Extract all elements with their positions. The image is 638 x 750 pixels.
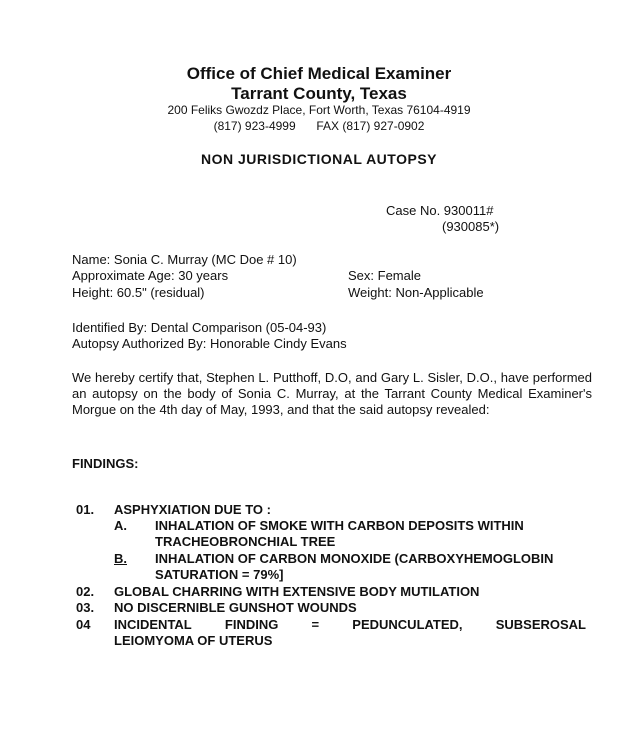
finding-text-cont: LEIOMYOMA OF UTERUS bbox=[114, 633, 273, 648]
sub-finding-text: INHALATION OF SMOKE WITH CARBON DEPOSITS WITHIN bbox=[155, 518, 524, 533]
finding-number: 01. bbox=[76, 502, 95, 517]
subject-name: Name: Sonia C. Murray (MC Doe # 10) bbox=[72, 252, 297, 267]
sub-finding-letter: B. bbox=[114, 551, 127, 566]
office-title: Office of Chief Medical Examiner bbox=[186, 64, 452, 83]
finding-text: ASPHYXIATION DUE TO : bbox=[114, 502, 271, 517]
certification-paragraph: We hereby certify that, Stephen L. Putthoff, D.O, and Gary L. Sisler, D.O., have performed an autopsy on the body of Sonia C. Murray, at the Tarrant County Medical Examiner's Morgue on the 4th day of May, 1993, and that the said autopsy revealed: bbox=[72, 370, 592, 417]
finding-word: = bbox=[311, 617, 320, 632]
county-title: Tarrant County, Texas bbox=[231, 84, 407, 103]
finding-word: INCIDENTAL bbox=[114, 617, 192, 632]
sub-finding-letter: A. bbox=[114, 518, 127, 533]
sub-finding-text-cont: TRACHEOBRONCHIAL TREE bbox=[155, 534, 336, 549]
fax-number: FAX (817) 927-0902 bbox=[316, 119, 425, 133]
findings-heading: FINDINGS: bbox=[72, 456, 139, 471]
finding-number: 02. bbox=[76, 584, 95, 599]
case-alt-number: (930085*) bbox=[442, 219, 500, 234]
finding-text: GLOBAL CHARRING WITH EXTENSIVE BODY MUTILATION bbox=[114, 584, 480, 599]
document-type: NON JURISDICTIONAL AUTOPSY bbox=[201, 151, 437, 167]
subject-age: Approximate Age: 30 years bbox=[72, 268, 229, 283]
finding-word: PEDUNCULATED, bbox=[352, 617, 463, 632]
finding-number: 03. bbox=[76, 600, 95, 615]
finding-word: SUBSEROSAL bbox=[495, 617, 586, 632]
case-number: Case No. 930011# bbox=[386, 203, 494, 218]
sub-finding-text: INHALATION OF CARBON MONOXIDE (CARBOXYHEMOGLOBIN bbox=[155, 551, 554, 566]
identified-by: Identified By: Dental Comparison (05-04-93) bbox=[72, 320, 327, 335]
office-address: 200 Feliks Gwozdz Place, Fort Worth, Texas 76104-4919 bbox=[167, 103, 471, 117]
finding-word: FINDING bbox=[224, 617, 279, 632]
phone-number: (817) 923-4999 bbox=[213, 119, 296, 133]
contact-line bbox=[0, 119, 638, 133]
finding-text: NO DISCERNIBLE GUNSHOT WOUNDS bbox=[114, 600, 357, 615]
finding-number: 04 bbox=[76, 617, 91, 632]
finding-text bbox=[114, 617, 586, 632]
sub-finding-text-cont: SATURATION = 79%] bbox=[155, 567, 284, 582]
subject-height: Height: 60.5" (residual) bbox=[72, 285, 205, 300]
subject-sex: Sex: Female bbox=[348, 268, 421, 283]
subject-weight: Weight: Non-Applicable bbox=[348, 285, 484, 300]
authorized-by: Autopsy Authorized By: Honorable Cindy Evans bbox=[72, 336, 347, 351]
